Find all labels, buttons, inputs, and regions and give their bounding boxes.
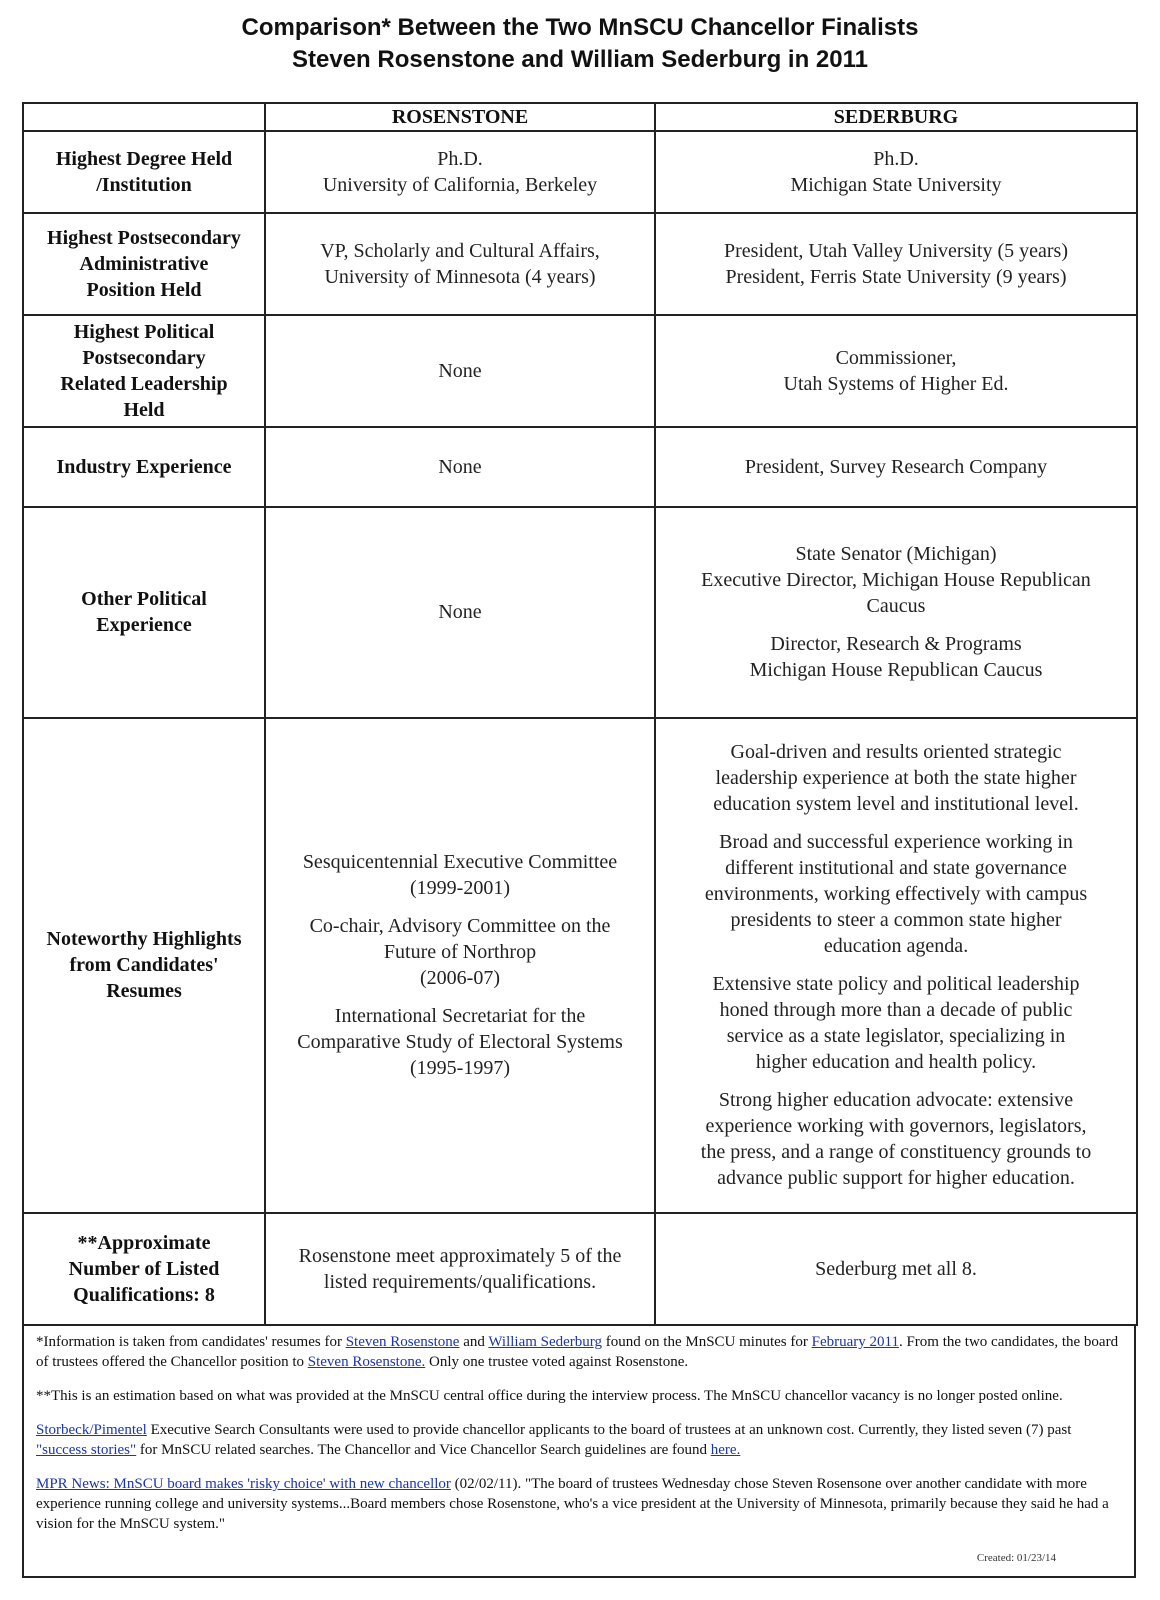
sederburg-line: education agenda. (823, 935, 969, 958)
footnote-estimation: **This is an estimation based on what was provided at the MnSCU central office during the interview process. The MnSCU chancellor vacancy is no longer posted online. (36, 1388, 1063, 1404)
sederburg-line: advance public support for higher education. (717, 1167, 1075, 1190)
footnotes (22, 1326, 1136, 1578)
sederburg-line: presidents to steer a common state higher (730, 909, 1062, 932)
rosenstone-line: None (438, 456, 482, 479)
footnote-text: (02/02/11). "The board of trustees Wednesday chose Steven Rosensone over another candidate with more experience running college and university systems...Board members chose Rosenstone, who's a vice president at the University of Minnesota, primarily because they said he had a vision for the MnSCU system." (36, 1476, 1109, 1532)
rosenstone-line: listed requirements/qualifications. (323, 1270, 597, 1293)
sederburg-paragraph (664, 1087, 1128, 1191)
row-label-line: Administrative (79, 252, 209, 275)
footnote-text: Executive Search Consultants were used to provide chancellor applicants to the board of trustees at an unknown cost. Currently, they listed seven (7) past (146, 1422, 1072, 1438)
row-label-line: Held (123, 399, 165, 422)
sederburg-line: President, Survey Research Company (744, 456, 1048, 479)
link-storbeck-pimentel[interactable]: Storbeck/Pimentel (36, 1422, 147, 1438)
link-william-sederburg[interactable]: William Sederburg (488, 1334, 603, 1350)
rosenstone-line: None (438, 360, 482, 383)
sederburg-line: Goal-driven and results oriented strategic (730, 741, 1062, 764)
link-steven-rosenstone[interactable]: Steven Rosenstone (345, 1334, 460, 1350)
sederburg-line: Commissioner, (835, 347, 957, 370)
sederburg-line: the press, and a range of constituency grounds to (700, 1141, 1092, 1164)
sederburg-paragraph (664, 739, 1128, 817)
sederburg-line: State Senator (Michigan) (795, 543, 997, 566)
sederburg-line: leadership experience at both the state higher (715, 767, 1077, 790)
rosenstone-line: University of California, Berkeley (322, 173, 598, 196)
sederburg-paragraph (664, 971, 1128, 1075)
rosenstone-cell (265, 213, 655, 315)
sederburg-line: environments, working effectively with campus (704, 883, 1088, 906)
rosenstone-line: Sesquicentennial Executive Committee (302, 851, 618, 874)
row-label-line: Postsecondary (82, 347, 206, 370)
sederburg-paragraph (664, 829, 1128, 959)
footnote-text: . From the two candidates, the board of trustees offered the Chancellor position to (36, 1334, 1119, 1370)
sederburg-cell (655, 427, 1137, 507)
table-row (23, 507, 1137, 718)
sederburg-cell (655, 213, 1137, 315)
link-success-stories[interactable]: "success stories" (36, 1442, 137, 1458)
sederburg-line: honed through more than a decade of public (719, 999, 1073, 1022)
link-february-2011[interactable]: February 2011 (811, 1334, 899, 1350)
sederburg-cell (655, 718, 1137, 1213)
rosenstone-line: None (438, 601, 482, 624)
title-line-2: Steven Rosenstone and William Sederburg in 2011 (292, 46, 868, 73)
sederburg-line: Sederburg met all 8. (815, 1257, 977, 1280)
rosenstone-cell (265, 507, 655, 718)
rosenstone-paragraph (274, 146, 646, 198)
table-row (23, 1213, 1137, 1326)
sederburg-line: Director, Research & Programs (770, 633, 1022, 656)
rosenstone-cell (265, 718, 655, 1213)
sederburg-cell (655, 315, 1137, 427)
sederburg-paragraph (664, 345, 1128, 397)
table-row (23, 315, 1137, 427)
footnote-text: found on the MnSCU minutes for (602, 1334, 812, 1350)
row-label (23, 718, 265, 1213)
row-label-line: Qualifications: 8 (73, 1283, 215, 1306)
sederburg-line: different institutional and state governance (725, 857, 1067, 880)
sederburg-line: Michigan State University (790, 173, 1002, 196)
sederburg-line: Executive Director, Michigan House Republican (701, 569, 1091, 592)
sederburg-paragraph (664, 631, 1128, 683)
sederburg-line: Ph.D. (873, 147, 919, 170)
rosenstone-line: (1999-2001) (410, 877, 510, 900)
sederburg-paragraph (664, 541, 1128, 619)
footnote-text: for MnSCU related searches. The Chancellor and Vice Chancellor Search guidelines are found (136, 1442, 711, 1458)
row-label-line: Other Political (81, 588, 207, 611)
rosenstone-line: University of Minnesota (4 years) (324, 265, 596, 288)
table-row (23, 131, 1137, 213)
sederburg-paragraph (664, 146, 1128, 198)
sederburg-line: Strong higher education advocate: extensive (718, 1089, 1074, 1112)
rosenstone-paragraph (274, 1003, 646, 1081)
rosenstone-cell (265, 1213, 655, 1326)
rosenstone-paragraph (274, 599, 646, 625)
rosenstone-line: Rosenstone meet approximately 5 of the (298, 1244, 622, 1267)
rosenstone-line: Ph.D. (437, 147, 483, 170)
row-label-line: Highest Postsecondary (47, 226, 241, 249)
table-row (23, 213, 1137, 315)
link-steven-rosenstone-2[interactable]: Steven Rosenstone. (307, 1354, 426, 1370)
rosenstone-cell (265, 315, 655, 427)
footnote-text: Only one trustee voted against Rosenstone. (425, 1354, 689, 1370)
sederburg-line: Utah Systems of Higher Ed. (783, 373, 1009, 396)
rosenstone-line: Co-chair, Advisory Committee on the (309, 915, 611, 938)
sederburg-cell (655, 131, 1137, 213)
rosenstone-line: International Secretariat for the (334, 1005, 586, 1028)
footnote-mpr-news (36, 1474, 1122, 1534)
header-sederburg: SEDERBURG (655, 103, 1137, 131)
row-label (23, 213, 265, 315)
link-mpr-news[interactable]: MPR News: MnSCU board makes 'risky choice' with new chancellor (36, 1476, 451, 1492)
sederburg-line: service as a state legislator, specializing in (726, 1025, 1066, 1048)
sederburg-line: Michigan House Republican Caucus (749, 659, 1043, 682)
rosenstone-paragraph (274, 849, 646, 901)
row-label-line: **Approximate (77, 1231, 211, 1254)
rosenstone-paragraph (274, 1243, 646, 1295)
title-line-1: Comparison* Between the Two MnSCU Chancellor Finalists (241, 14, 919, 41)
rosenstone-paragraph (274, 358, 646, 384)
comparison-table (22, 102, 1138, 1326)
header-blank (23, 103, 265, 131)
row-label-line: Industry Experience (56, 456, 232, 479)
sederburg-line: higher education and health policy. (755, 1051, 1037, 1074)
table-header-row (23, 103, 1137, 131)
row-label (23, 427, 265, 507)
row-label (23, 1213, 265, 1326)
rosenstone-line: Comparative Study of Electoral Systems (297, 1031, 623, 1054)
row-label (23, 507, 265, 718)
row-label-line: Position Held (86, 278, 202, 301)
rosenstone-cell (265, 427, 655, 507)
sederburg-paragraph (664, 1256, 1128, 1282)
sederburg-line: Broad and successful experience working in (719, 831, 1073, 854)
footnote-text: and (459, 1334, 489, 1350)
link-here[interactable]: here. (710, 1442, 741, 1458)
sederburg-cell (655, 507, 1137, 718)
footnote-sources (36, 1332, 1122, 1372)
created-date: Created: 01/23/14 (976, 1552, 1056, 1564)
row-label-line: Related Leadership (60, 373, 228, 396)
row-label-line: Highest Political (73, 321, 215, 344)
footnote-text: *Information is taken from candidates' resumes for (36, 1334, 346, 1350)
sederburg-paragraph (664, 454, 1128, 480)
row-label (23, 131, 265, 213)
sederburg-paragraph (664, 238, 1128, 290)
footnote-search-consultants (36, 1420, 1122, 1460)
row-label-line: /Institution (96, 173, 192, 196)
row-label-line: from Candidates' (69, 954, 219, 977)
rosenstone-line: Future of Northrop (383, 941, 537, 964)
rosenstone-cell (265, 131, 655, 213)
header-rosenstone: ROSENSTONE (265, 103, 655, 131)
row-label (23, 315, 265, 427)
sederburg-line: President, Utah Valley University (5 years) (724, 239, 1068, 262)
sederburg-line: experience working with governors, legislators, (705, 1115, 1087, 1138)
table-row (23, 718, 1137, 1213)
sederburg-line: Extensive state policy and political leadership (712, 973, 1080, 996)
rosenstone-paragraph (274, 913, 646, 991)
row-label-line: Highest Degree Held (55, 147, 233, 170)
rosenstone-line: VP, Scholarly and Cultural Affairs, (320, 239, 600, 262)
sederburg-line: President, Ferris State University (9 years) (725, 265, 1067, 288)
document-title (0, 12, 1160, 76)
sederburg-line: Caucus (866, 595, 926, 618)
sederburg-line: education system level and institutional level. (713, 793, 1079, 816)
rosenstone-line: (1995-1997) (410, 1057, 510, 1080)
rosenstone-paragraph (274, 454, 646, 480)
rosenstone-line: (2006-07) (420, 967, 500, 990)
row-label-line: Noteworthy Highlights (46, 928, 242, 951)
table-row (23, 427, 1137, 507)
rosenstone-paragraph (274, 238, 646, 290)
row-label-line: Number of Listed (68, 1257, 220, 1280)
row-label-line: Experience (96, 614, 192, 637)
sederburg-cell (655, 1213, 1137, 1326)
row-label-line: Resumes (106, 980, 182, 1003)
